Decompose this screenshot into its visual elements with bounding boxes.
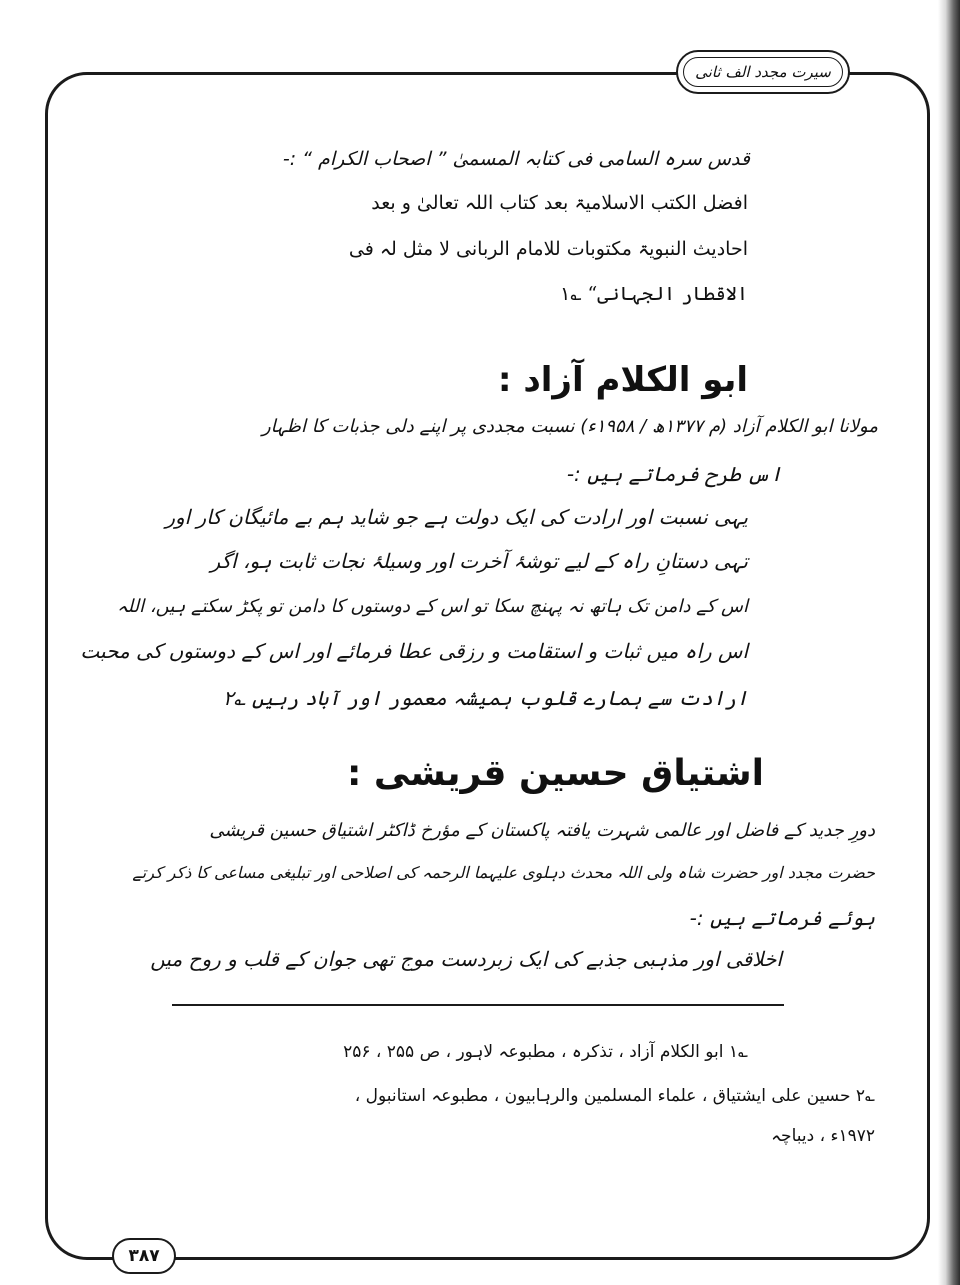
quote-line: ارادت سے ہمارے قلوب ہمیشہ معمور اور آباد رہیں ؎۲ xyxy=(223,686,748,710)
arabic-quote-line: احادیث النبویۃ مکتوبات للامام الربانی لا مثل لہ فی xyxy=(348,238,748,260)
paragraph-line: مولانا ابو الکلام آزاد (م ۱۳۷۷ھ / ۱۹۵۸ء) نسبت مجددی پر اپنے دلی جذبات کا اظہار xyxy=(261,416,878,437)
paragraph-line: دورِ جدید کے فاضل اور عالمی شہرت یافتہ پاکستان کے مؤرخ ڈاکٹر اشتیاق حسین قریشی xyxy=(209,820,875,841)
paragraph-line: ہوئے فرماتے ہیں :- xyxy=(689,906,875,930)
section-heading-azad: ابو الکلام آزاد : xyxy=(497,360,748,400)
footnote: ؎۲ حسین علی ایشتیاق ، علماء المسلمین والرہابیون ، مطبوعہ استانبول ، xyxy=(354,1086,875,1106)
footnote: ؎۱ ابو الکلام آزاد ، تذکرہ ، مطبوعہ لاہور ، ص ۲۵۵ ، ۲۵۶ xyxy=(343,1042,748,1062)
running-header-title: سیرت مجدد الف ثانی xyxy=(695,63,831,81)
quote-line: تہی دستانِ راہ کے لیے توشۂ آخرت اور وسیلۂ نجات ثابت ہو، اگر xyxy=(210,549,748,573)
quote-line: اس کے دامن تک ہاتھ نہ پہنچ سکا تو اس کے دوستوں کا دامن تو پکڑ سکتے ہیں، اللہ xyxy=(117,596,748,617)
arabic-quote-line: الاقطار الجہانی“ ؎۱ xyxy=(560,283,748,305)
binding-shadow xyxy=(938,0,960,1285)
arabic-quote-line: افضل الکتب الاسلامیۃ بعد کتاب اللہ تعالیٰ و بعد xyxy=(371,192,748,214)
paragraph-line: حضرت مجدد اور حضرت شاہ ولی اللہ محدث دہلوی علیہما الرحمہ کی اصلاحی اور تبلیغی مساعی کا ذکر کرتے xyxy=(132,863,875,882)
quote-line: اخلاقی اور مذہبی جذبے کی ایک زبردست موج تھی جوان کے قلب و روح میں xyxy=(150,947,782,971)
quote-line: یہی نسبت اور ارادت کی ایک دولت ہے جو شاید ہم بے مائیگان کار اور xyxy=(165,505,748,529)
page-number xyxy=(112,1238,176,1274)
paragraph-line: اس طرح فرماتے ہیں :- xyxy=(566,462,782,486)
section-heading-qureshi: اشتیاق حسین قریشی : xyxy=(346,753,764,794)
page-number-value: ۳۸۷ xyxy=(128,1246,160,1266)
quote-line: اس راہ میں ثبات و استقامت و رزقی عطا فرمائے اور اس کے دوستوں کی محبت xyxy=(80,639,748,663)
intro-line: قدس سرہ السامی فی کتابہ المسمیٰ ” اصحاب الکرام “ :- xyxy=(282,148,750,170)
running-header xyxy=(676,50,850,94)
footnote: ۱۹۷۲ء ، دیباچہ xyxy=(771,1126,875,1146)
footnote-divider xyxy=(172,1004,784,1006)
